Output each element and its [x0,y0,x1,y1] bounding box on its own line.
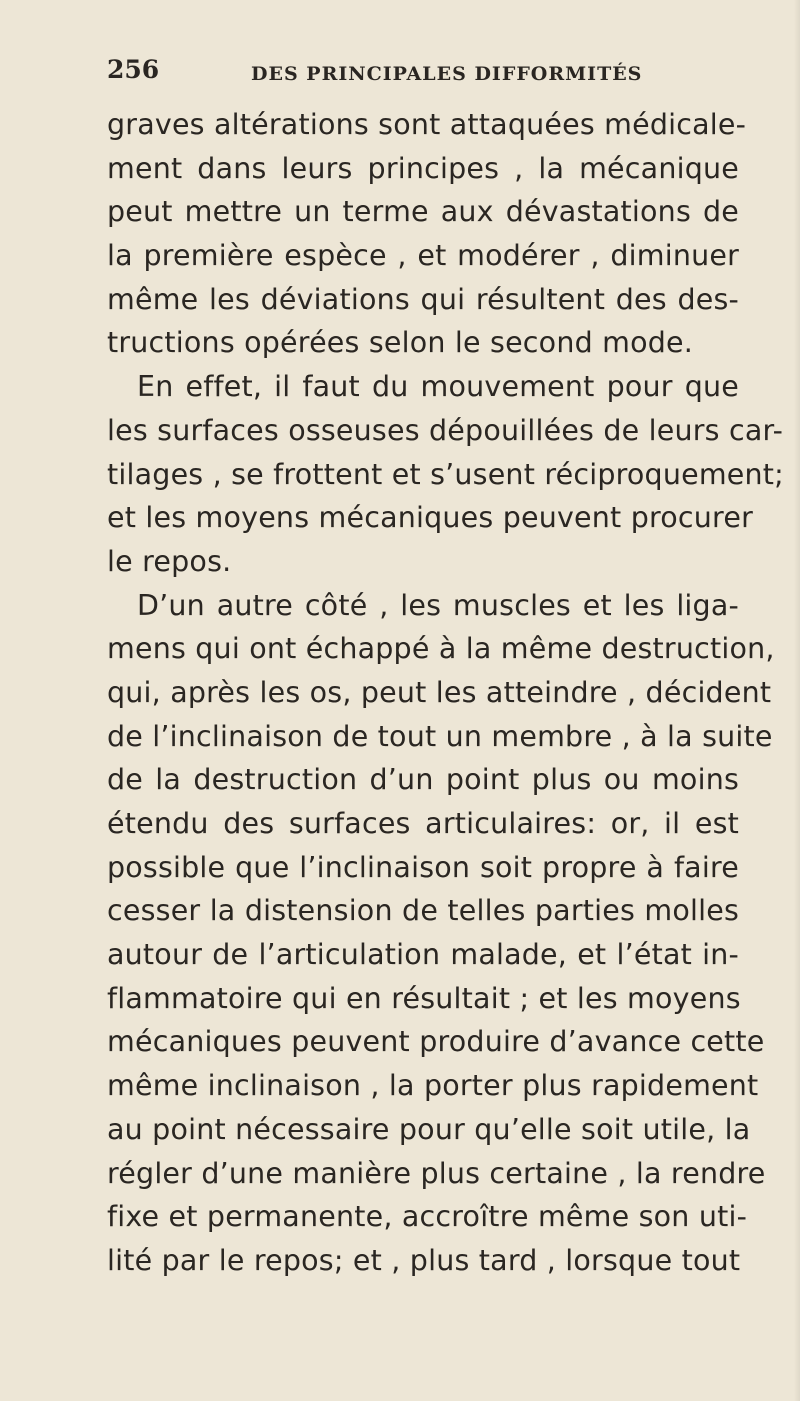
text-line: même les déviations qui résultent des des- [107,282,739,316]
text-line: flammatoire qui en résultait ; et les moyens [107,981,741,1015]
text-line: même inclinaison , la porter plus rapidement [107,1069,759,1103]
text-line: la première espèce , et modérer , diminuer [107,239,739,273]
text-line: étendu des surfaces articulaires: or, il est [107,807,739,840]
text-line: mens qui ont échappé à la même destruction, [107,632,775,666]
page-edge-shadow [794,0,800,1401]
text-line: tilages , se frottent et s’usent réciproquement; [107,457,784,491]
text-line: ment dans leurs principes , la mécanique [107,151,739,185]
running-head: DES PRINCIPALES DIFFORMITÉS [251,63,643,85]
text-line: possible que l’inclinaison soit propre à faire [107,850,739,884]
text-line: au point nécessaire pour qu’elle soit utile, la [107,1112,751,1146]
text-line: graves altérations sont attaquées médicale- [107,108,747,141]
text-line: régler d’une manière plus certaine , la rendre [107,1156,766,1190]
text-line: qui, après les os, peut les atteindre , décident [107,675,772,709]
text-line: lité par le repos; et , plus tard , lorsque tout [107,1243,741,1277]
text-line: de l’inclinaison de tout un membre , à la suite [107,719,773,753]
page-header [107,55,747,95]
text-line: fixe et permanente, accroître même son uti- [107,1200,748,1234]
text-line: cesser la distension de telles parties molles [107,894,739,928]
text-line: et les moyens mécaniques peuvent procurer [107,501,753,535]
text-line: le repos. [107,544,232,578]
text-line: tructions opérées selon le second mode. [107,326,694,360]
body-text [107,103,784,1283]
paragraph-start: En effet, il faut du mouvement pour que [137,370,739,404]
text-line: les surfaces osseuses dépouillées de leurs car- [107,413,784,447]
text-line: mécaniques peuvent produire d’avance cette [107,1025,765,1059]
text-line: autour de l’articulation malade, et l’état in- [107,938,739,972]
page-number: 256 [107,55,160,84]
paragraph-start: D’un autre côté , les muscles et les liga- [137,588,739,622]
text-line: peut mettre un terme aux dévastations de [107,195,739,229]
text-line: de la destruction d’un point plus ou moins [107,763,739,797]
